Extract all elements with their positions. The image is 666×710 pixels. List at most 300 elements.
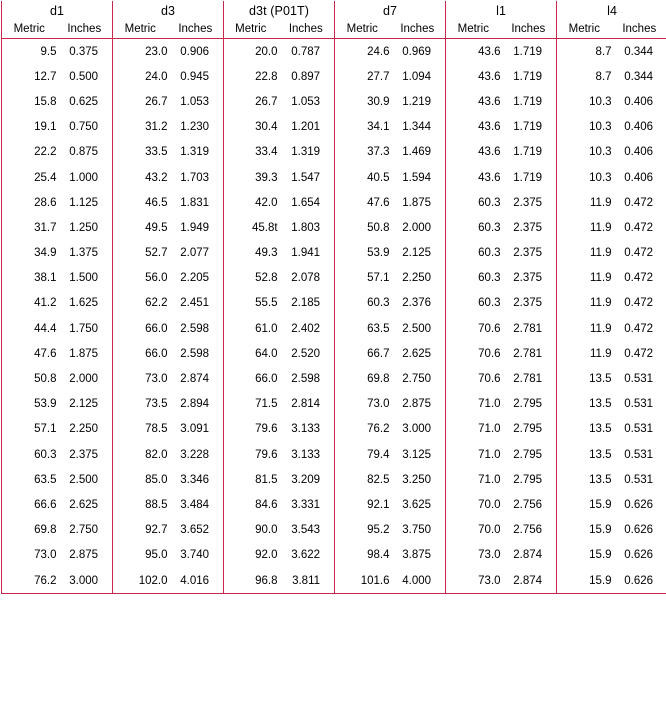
cell-l1-metric: 71.0	[446, 417, 501, 442]
cell-l4-metric: 8.7	[557, 64, 612, 89]
cell-d3-inches: 2.598	[168, 316, 224, 341]
cell-l1-inches: 2.795	[501, 392, 557, 417]
cell-d3-inches: 0.945	[168, 64, 224, 89]
subheader-l1-inches: Inches	[501, 20, 557, 39]
subheader-d7-inches: Inches	[390, 20, 446, 39]
cell-d3t-p01t--inches: 1.547	[278, 165, 335, 190]
cell-l1-metric: 43.6	[446, 64, 501, 89]
cell-d3-metric: 52.7	[113, 241, 168, 266]
cell-d3t-p01t--metric: 45.8t	[224, 215, 278, 240]
cell-d7-metric: 69.8	[335, 366, 390, 391]
cell-d7-inches: 1.469	[390, 140, 446, 165]
cell-l4-metric: 11.9	[557, 316, 612, 341]
cell-l4-inches: 0.344	[612, 39, 666, 65]
cell-d1-metric: 12.7	[2, 64, 57, 89]
cell-l4-metric: 15.9	[557, 518, 612, 543]
cell-l1-metric: 73.0	[446, 568, 501, 594]
cell-d7-inches: 1.594	[390, 165, 446, 190]
cell-l4-inches: 0.406	[612, 165, 666, 190]
cell-d3t-p01t--metric: 79.6	[224, 442, 278, 467]
cell-l4-inches: 0.406	[612, 115, 666, 140]
cell-d1-inches: 2.875	[57, 543, 113, 568]
cell-d1-inches: 1.000	[57, 165, 113, 190]
cell-d3-metric: 82.0	[113, 442, 168, 467]
cell-d3-metric: 49.5	[113, 215, 168, 240]
cell-l4-inches: 0.472	[612, 316, 666, 341]
cell-d3-inches: 3.091	[168, 417, 224, 442]
cell-d1-metric: 28.6	[2, 190, 57, 215]
cell-l4-metric: 11.9	[557, 241, 612, 266]
cell-d3-metric: 85.0	[113, 467, 168, 492]
cell-l4-metric: 11.9	[557, 215, 612, 240]
cell-d3t-p01t--inches: 3.209	[278, 467, 335, 492]
cell-d1-metric: 22.2	[2, 140, 57, 165]
cell-d7-metric: 50.8	[335, 215, 390, 240]
subheader-l4-metric: Metric	[557, 20, 612, 39]
cell-l4-inches: 0.472	[612, 266, 666, 291]
cell-d3-inches: 4.016	[168, 568, 224, 594]
cell-l1-metric: 43.6	[446, 140, 501, 165]
cell-l4-metric: 11.9	[557, 190, 612, 215]
table-row	[2, 89, 666, 114]
cell-l1-metric: 60.3	[446, 266, 501, 291]
subheader-d1-inches: Inches	[57, 20, 113, 39]
cell-d3t-p01t--metric: 64.0	[224, 341, 278, 366]
subheader-d3-inches: Inches	[168, 20, 224, 39]
table-header	[2, 1, 666, 39]
cell-l4-metric: 13.5	[557, 442, 612, 467]
cell-d7-inches: 3.000	[390, 417, 446, 442]
cell-d3t-p01t--inches: 2.078	[278, 266, 335, 291]
cell-d3-inches: 0.906	[168, 39, 224, 65]
cell-d3t-p01t--inches: 3.133	[278, 417, 335, 442]
cell-l1-metric: 71.0	[446, 467, 501, 492]
cell-l1-inches: 1.719	[501, 165, 557, 190]
dimension-conversion-table	[1, 1, 666, 594]
cell-d3-inches: 3.346	[168, 467, 224, 492]
cell-d3t-p01t--metric: 92.0	[224, 543, 278, 568]
cell-d3t-p01t--metric: 96.8	[224, 568, 278, 594]
cell-d3t-p01t--metric: 55.5	[224, 291, 278, 316]
cell-d3t-p01t--inches: 3.811	[278, 568, 335, 594]
cell-d3-inches: 3.652	[168, 518, 224, 543]
cell-d7-inches: 2.125	[390, 241, 446, 266]
cell-d7-inches: 3.125	[390, 442, 446, 467]
cell-d1-metric: 53.9	[2, 392, 57, 417]
table-row	[2, 543, 666, 568]
cell-d7-metric: 95.2	[335, 518, 390, 543]
cell-d3t-p01t--metric: 84.6	[224, 492, 278, 517]
cell-d7-metric: 34.1	[335, 115, 390, 140]
cell-d1-inches: 0.875	[57, 140, 113, 165]
cell-d3-inches: 3.740	[168, 543, 224, 568]
cell-l4-inches: 0.472	[612, 291, 666, 316]
cell-l1-inches: 2.781	[501, 316, 557, 341]
cell-d3t-p01t--metric: 61.0	[224, 316, 278, 341]
cell-d1-inches: 1.125	[57, 190, 113, 215]
cell-l1-inches: 1.719	[501, 39, 557, 65]
cell-d1-inches: 2.500	[57, 467, 113, 492]
cell-l4-inches: 0.472	[612, 215, 666, 240]
cell-l1-inches: 2.756	[501, 518, 557, 543]
cell-d7-metric: 92.1	[335, 492, 390, 517]
cell-d3-metric: 95.0	[113, 543, 168, 568]
cell-d7-inches: 2.000	[390, 215, 446, 240]
cell-l4-metric: 15.9	[557, 543, 612, 568]
cell-d7-metric: 27.7	[335, 64, 390, 89]
cell-l4-metric: 15.9	[557, 492, 612, 517]
cell-d7-inches: 1.875	[390, 190, 446, 215]
cell-l1-inches: 2.874	[501, 568, 557, 594]
cell-d7-inches: 0.969	[390, 39, 446, 65]
cell-d3-inches: 3.484	[168, 492, 224, 517]
cell-l1-inches: 2.375	[501, 241, 557, 266]
cell-d1-inches: 2.250	[57, 417, 113, 442]
cell-l1-metric: 60.3	[446, 241, 501, 266]
cell-d3-metric: 66.0	[113, 316, 168, 341]
table-row	[2, 442, 666, 467]
cell-d7-inches: 2.875	[390, 392, 446, 417]
cell-l1-inches: 2.375	[501, 190, 557, 215]
cell-d3t-p01t--metric: 39.3	[224, 165, 278, 190]
cell-d3-inches: 2.598	[168, 341, 224, 366]
subheader-d3-metric: Metric	[113, 20, 168, 39]
cell-l1-inches: 2.795	[501, 417, 557, 442]
cell-d7-inches: 1.344	[390, 115, 446, 140]
cell-d3t-p01t--inches: 0.787	[278, 39, 335, 65]
table-row	[2, 39, 666, 65]
cell-d3-inches: 1.319	[168, 140, 224, 165]
cell-l4-metric: 11.9	[557, 341, 612, 366]
cell-l4-metric: 13.5	[557, 392, 612, 417]
cell-d3t-p01t--inches: 1.654	[278, 190, 335, 215]
cell-d3t-p01t--inches: 3.133	[278, 442, 335, 467]
cell-d7-metric: 40.5	[335, 165, 390, 190]
cell-d3t-p01t--metric: 26.7	[224, 89, 278, 114]
cell-d3t-p01t--metric: 52.8	[224, 266, 278, 291]
cell-d3t-p01t--inches: 3.543	[278, 518, 335, 543]
cell-d3-inches: 2.874	[168, 366, 224, 391]
cell-d7-metric: 79.4	[335, 442, 390, 467]
cell-l1-metric: 70.6	[446, 366, 501, 391]
table-body	[2, 39, 666, 594]
table-row	[2, 165, 666, 190]
cell-l1-inches: 2.795	[501, 442, 557, 467]
cell-d7-inches: 2.250	[390, 266, 446, 291]
cell-d1-inches: 2.375	[57, 442, 113, 467]
cell-l4-inches: 0.344	[612, 64, 666, 89]
cell-d1-inches: 1.875	[57, 341, 113, 366]
table-row	[2, 492, 666, 517]
cell-l1-metric: 43.6	[446, 89, 501, 114]
cell-d3-inches: 1.831	[168, 190, 224, 215]
cell-d3-metric: 23.0	[113, 39, 168, 65]
cell-l4-metric: 10.3	[557, 165, 612, 190]
subheader-d1-metric: Metric	[2, 20, 57, 39]
cell-l1-metric: 70.6	[446, 341, 501, 366]
cell-d3t-p01t--metric: 90.0	[224, 518, 278, 543]
cell-d1-metric: 50.8	[2, 366, 57, 391]
cell-d7-inches: 4.000	[390, 568, 446, 594]
cell-d3-metric: 31.2	[113, 115, 168, 140]
cell-l4-inches: 0.472	[612, 190, 666, 215]
cell-d1-metric: 69.8	[2, 518, 57, 543]
cell-d1-inches: 2.000	[57, 366, 113, 391]
cell-d1-inches: 0.750	[57, 115, 113, 140]
cell-d1-inches: 1.750	[57, 316, 113, 341]
cell-d3t-p01t--metric: 81.5	[224, 467, 278, 492]
cell-d3t-p01t--metric: 33.4	[224, 140, 278, 165]
cell-d3-metric: 66.0	[113, 341, 168, 366]
cell-d3t-p01t--inches: 3.622	[278, 543, 335, 568]
cell-d7-metric: 82.5	[335, 467, 390, 492]
table-row	[2, 417, 666, 442]
cell-d3-metric: 62.2	[113, 291, 168, 316]
cell-l4-metric: 11.9	[557, 291, 612, 316]
cell-l1-inches: 2.874	[501, 543, 557, 568]
cell-l1-inches: 2.375	[501, 291, 557, 316]
cell-l4-inches: 0.472	[612, 241, 666, 266]
cell-l4-metric: 13.5	[557, 467, 612, 492]
cell-l1-metric: 43.6	[446, 39, 501, 65]
cell-d1-metric: 9.5	[2, 39, 57, 65]
subheader-d7-metric: Metric	[335, 20, 390, 39]
cell-d7-metric: 57.1	[335, 266, 390, 291]
cell-d3-metric: 24.0	[113, 64, 168, 89]
cell-d7-metric: 30.9	[335, 89, 390, 114]
cell-d3-metric: 88.5	[113, 492, 168, 517]
cell-d3-metric: 92.7	[113, 518, 168, 543]
cell-l1-metric: 71.0	[446, 442, 501, 467]
cell-d3t-p01t--inches: 0.897	[278, 64, 335, 89]
cell-d1-metric: 34.9	[2, 241, 57, 266]
cell-d7-inches: 2.750	[390, 366, 446, 391]
cell-d3t-p01t--metric: 42.0	[224, 190, 278, 215]
cell-d3-metric: 78.5	[113, 417, 168, 442]
cell-d1-metric: 31.7	[2, 215, 57, 240]
cell-d7-metric: 98.4	[335, 543, 390, 568]
group-header-row	[2, 1, 666, 20]
cell-d3-metric: 43.2	[113, 165, 168, 190]
cell-l4-inches: 0.472	[612, 341, 666, 366]
table-row	[2, 215, 666, 240]
subheader-d3t-inches: Inches	[278, 20, 335, 39]
cell-d3t-p01t--inches: 2.814	[278, 392, 335, 417]
cell-d7-inches: 2.376	[390, 291, 446, 316]
cell-d1-metric: 57.1	[2, 417, 57, 442]
cell-l1-metric: 43.6	[446, 165, 501, 190]
cell-d7-inches: 2.625	[390, 341, 446, 366]
cell-l4-inches: 0.626	[612, 543, 666, 568]
cell-d1-metric: 44.4	[2, 316, 57, 341]
cell-d1-inches: 0.625	[57, 89, 113, 114]
table-row	[2, 241, 666, 266]
cell-d3t-p01t--metric: 30.4	[224, 115, 278, 140]
cell-l1-metric: 60.3	[446, 291, 501, 316]
cell-d1-inches: 0.500	[57, 64, 113, 89]
cell-d7-metric: 66.7	[335, 341, 390, 366]
cell-l1-inches: 2.781	[501, 341, 557, 366]
cell-l4-inches: 0.531	[612, 417, 666, 442]
cell-l4-metric: 11.9	[557, 266, 612, 291]
table-row	[2, 266, 666, 291]
cell-d7-metric: 60.3	[335, 291, 390, 316]
cell-l1-inches: 1.719	[501, 140, 557, 165]
cell-d7-inches: 2.500	[390, 316, 446, 341]
cell-d3-metric: 33.5	[113, 140, 168, 165]
cell-d1-inches: 3.000	[57, 568, 113, 594]
table-row	[2, 341, 666, 366]
cell-d3t-p01t--inches: 2.520	[278, 341, 335, 366]
sub-header-row	[2, 20, 666, 39]
table-row	[2, 115, 666, 140]
cell-d3t-p01t--inches: 2.402	[278, 316, 335, 341]
cell-d7-inches: 3.875	[390, 543, 446, 568]
cell-l4-inches: 0.531	[612, 366, 666, 391]
group-header-d1: d1	[2, 1, 113, 20]
cell-d3-metric: 102.0	[113, 568, 168, 594]
table-row	[2, 467, 666, 492]
cell-l1-metric: 73.0	[446, 543, 501, 568]
cell-l1-metric: 43.6	[446, 115, 501, 140]
cell-d7-metric: 76.2	[335, 417, 390, 442]
cell-l4-inches: 0.626	[612, 492, 666, 517]
cell-d3t-p01t--metric: 71.5	[224, 392, 278, 417]
group-header-l1: l1	[446, 1, 557, 20]
cell-l4-metric: 8.7	[557, 39, 612, 65]
cell-d1-inches: 1.500	[57, 266, 113, 291]
cell-d1-metric: 63.5	[2, 467, 57, 492]
cell-d3-inches: 1.230	[168, 115, 224, 140]
cell-l1-inches: 2.781	[501, 366, 557, 391]
cell-d3-inches: 2.894	[168, 392, 224, 417]
cell-d3-metric: 73.5	[113, 392, 168, 417]
cell-d3-inches: 2.205	[168, 266, 224, 291]
conversion-table-sheet	[0, 1, 666, 710]
cell-d7-inches: 1.094	[390, 64, 446, 89]
cell-l4-metric: 10.3	[557, 115, 612, 140]
cell-d3t-p01t--metric: 66.0	[224, 366, 278, 391]
table-row	[2, 316, 666, 341]
cell-d3t-p01t--inches: 1.803	[278, 215, 335, 240]
cell-d1-inches: 2.125	[57, 392, 113, 417]
cell-l4-metric: 13.5	[557, 417, 612, 442]
cell-l4-inches: 0.626	[612, 518, 666, 543]
cell-d3-metric: 73.0	[113, 366, 168, 391]
table-row	[2, 291, 666, 316]
cell-l1-metric: 71.0	[446, 392, 501, 417]
cell-l1-inches: 1.719	[501, 115, 557, 140]
cell-d3t-p01t--inches: 1.053	[278, 89, 335, 114]
cell-l4-inches: 0.406	[612, 140, 666, 165]
table-row	[2, 64, 666, 89]
cell-d3-metric: 26.7	[113, 89, 168, 114]
cell-l1-inches: 1.719	[501, 64, 557, 89]
cell-d7-metric: 37.3	[335, 140, 390, 165]
cell-d7-metric: 53.9	[335, 241, 390, 266]
cell-d3t-p01t--inches: 2.185	[278, 291, 335, 316]
subheader-l1-metric: Metric	[446, 20, 501, 39]
cell-l4-inches: 0.531	[612, 392, 666, 417]
cell-d7-metric: 47.6	[335, 190, 390, 215]
cell-d1-metric: 25.4	[2, 165, 57, 190]
group-header-l4: l4	[557, 1, 666, 20]
cell-d1-inches: 0.375	[57, 39, 113, 65]
cell-d1-metric: 15.8	[2, 89, 57, 114]
cell-d3t-p01t--metric: 22.8	[224, 64, 278, 89]
cell-d1-inches: 2.625	[57, 492, 113, 517]
cell-d1-inches: 2.750	[57, 518, 113, 543]
subheader-l4-inches: Inches	[612, 20, 666, 39]
cell-d1-metric: 41.2	[2, 291, 57, 316]
cell-d3t-p01t--inches: 1.319	[278, 140, 335, 165]
cell-d3t-p01t--metric: 20.0	[224, 39, 278, 65]
cell-d1-inches: 1.250	[57, 215, 113, 240]
cell-d3-inches: 1.703	[168, 165, 224, 190]
cell-l1-metric: 60.3	[446, 190, 501, 215]
cell-d1-metric: 73.0	[2, 543, 57, 568]
cell-l1-inches: 2.756	[501, 492, 557, 517]
cell-d3t-p01t--inches: 3.331	[278, 492, 335, 517]
cell-l1-metric: 60.3	[446, 215, 501, 240]
group-header-d3t: d3t (P01T)	[224, 1, 335, 20]
cell-l4-inches: 0.406	[612, 89, 666, 114]
cell-d1-inches: 1.625	[57, 291, 113, 316]
cell-d3t-p01t--metric: 49.3	[224, 241, 278, 266]
table-row	[2, 190, 666, 215]
cell-d7-metric: 24.6	[335, 39, 390, 65]
cell-l1-inches: 2.795	[501, 467, 557, 492]
cell-l4-metric: 15.9	[557, 568, 612, 594]
cell-d7-metric: 101.6	[335, 568, 390, 594]
cell-d1-metric: 76.2	[2, 568, 57, 594]
cell-l4-metric: 10.3	[557, 140, 612, 165]
cell-l4-metric: 10.3	[557, 89, 612, 114]
cell-d3-inches: 3.228	[168, 442, 224, 467]
table-row	[2, 568, 666, 594]
cell-d3-metric: 56.0	[113, 266, 168, 291]
cell-d3-inches: 2.451	[168, 291, 224, 316]
cell-l1-inches: 1.719	[501, 89, 557, 114]
cell-d7-inches: 3.625	[390, 492, 446, 517]
cell-d1-metric: 66.6	[2, 492, 57, 517]
cell-d7-metric: 63.5	[335, 316, 390, 341]
cell-d1-metric: 60.3	[2, 442, 57, 467]
group-header-d3: d3	[113, 1, 224, 20]
cell-l1-metric: 70.0	[446, 492, 501, 517]
cell-d1-metric: 38.1	[2, 266, 57, 291]
table-row	[2, 366, 666, 391]
cell-d3t-p01t--metric: 79.6	[224, 417, 278, 442]
cell-d3-inches: 1.949	[168, 215, 224, 240]
cell-d3-inches: 1.053	[168, 89, 224, 114]
table-row	[2, 140, 666, 165]
table-row	[2, 392, 666, 417]
cell-l4-metric: 13.5	[557, 366, 612, 391]
cell-d3t-p01t--inches: 2.598	[278, 366, 335, 391]
cell-d3t-p01t--inches: 1.941	[278, 241, 335, 266]
cell-l4-inches: 0.531	[612, 467, 666, 492]
cell-d1-metric: 47.6	[2, 341, 57, 366]
table-row	[2, 518, 666, 543]
cell-l1-metric: 70.6	[446, 316, 501, 341]
cell-d7-metric: 73.0	[335, 392, 390, 417]
cell-l1-metric: 70.0	[446, 518, 501, 543]
cell-l1-inches: 2.375	[501, 266, 557, 291]
cell-d7-inches: 3.250	[390, 467, 446, 492]
cell-l4-inches: 0.626	[612, 568, 666, 594]
cell-d7-inches: 3.750	[390, 518, 446, 543]
